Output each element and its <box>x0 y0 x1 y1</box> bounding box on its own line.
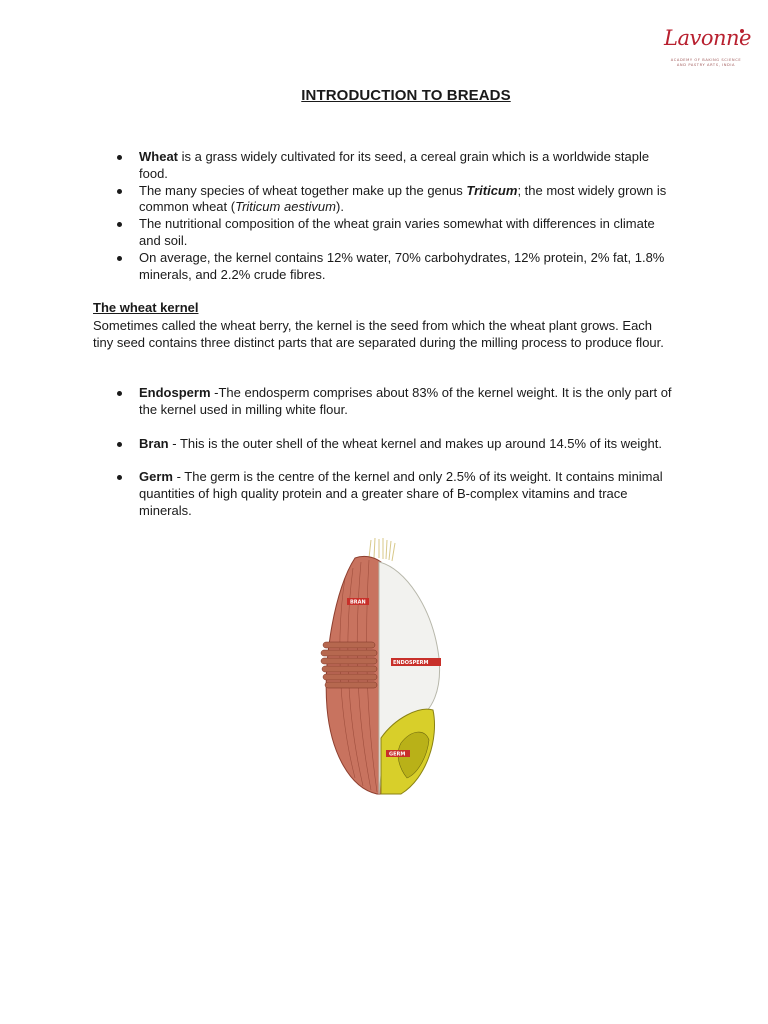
logo-wordmark: Lavonne <box>664 26 751 50</box>
list-item <box>139 385 679 419</box>
label-germ-text: GERM <box>389 751 406 758</box>
list-item <box>139 149 679 183</box>
section-heading: The wheat kernel <box>93 300 199 315</box>
list-item <box>139 436 679 453</box>
list-item <box>139 216 679 250</box>
list-item <box>139 250 679 284</box>
bullet-text: The nutritional composition of the wheat grain varies somewhat with differences in climate and soil. <box>139 216 655 248</box>
part-description: -The endosperm comprises about 83% of the kernel weight. It is the only part of the kernel used in milling white flour. <box>139 385 672 417</box>
list-item <box>139 183 679 217</box>
label-bran <box>347 598 369 606</box>
logo-tagline-line2: AND PASTRY ARTS, INDIA <box>676 63 736 67</box>
part-description: - This is the outer shell of the wheat kernel and makes up around 14.5% of its weight. <box>168 435 662 451</box>
intro-bullet-list <box>139 149 679 283</box>
part-name: Germ <box>139 469 173 485</box>
label-endosperm <box>391 658 441 666</box>
list-item <box>139 469 679 519</box>
wheat-kernel-diagram <box>315 538 455 800</box>
label-germ <box>386 750 410 758</box>
species-term: Triticum aestivum <box>235 199 336 215</box>
bullet-term: Wheat <box>139 149 178 164</box>
kernel-parts-list <box>139 385 679 537</box>
bullet-text: ). <box>335 199 344 215</box>
section-paragraph: Sometimes called the wheat berry, the kernel is the seed from which the wheat plant grows. Each tiny seed contains three distinct parts that are separated during the milling process to produce flour. <box>93 318 664 350</box>
label-endosperm-text: ENDOSPERM <box>393 660 429 666</box>
bullet-text: On average, the kernel contains 12% water, 70% carbohydrates, 12% protein, 2% fat, 1.8% minerals, and 2.2% crude fibres. <box>139 249 665 282</box>
genus-term: Triticum <box>466 182 518 198</box>
page-title: INTRODUCTION TO BREADS <box>301 87 511 104</box>
bullet-text: The many species of wheat together make up the genus <box>139 182 467 198</box>
part-name: Endosperm <box>139 385 211 400</box>
bullet-text: ; the most widely grown is common wheat ( <box>139 182 667 215</box>
lavonne-logo <box>664 26 751 72</box>
logo-tagline <box>668 58 744 68</box>
label-bran-text: BRAN <box>350 599 366 606</box>
logo-tagline-line1: ACADEMY OF BAKING SCIENCE <box>670 58 742 62</box>
part-name: Bran <box>139 435 169 451</box>
bullet-text: is a grass widely cultivated for its seed, a cereal grain which is a worldwide staple food. <box>139 149 650 181</box>
part-description: - The germ is the centre of the kernel and only 2.5% of its weight. It contains minimal quantities of high quality protein and a greater share of B-complex vitamins and trace minerals. <box>139 469 663 518</box>
